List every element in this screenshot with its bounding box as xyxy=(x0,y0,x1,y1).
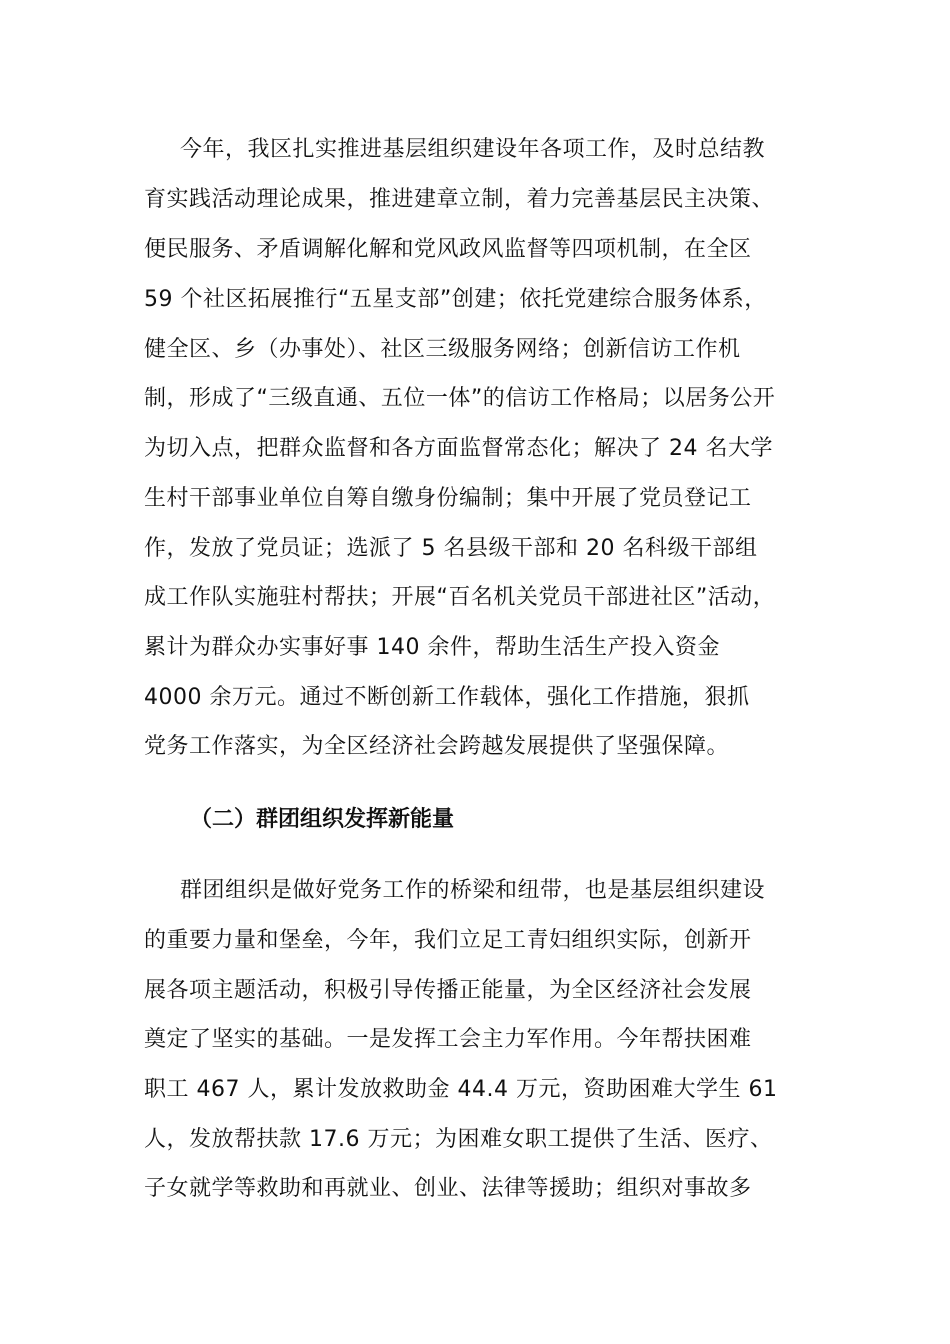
paragraph-line: 人，发放帮扶款 17.6 万元；为困难女职工提供了生活、医疗、 xyxy=(144,1127,773,1152)
paragraph-line: 育实践活动理论成果，推进建章立制，着力完善基层民主决策、 xyxy=(144,187,775,212)
paragraph-line: 展各项主题活动，积极引导传播正能量，为全区经济社会发展 xyxy=(144,978,752,1003)
paragraph-line: 今年，我区扎实推进基层组织建设年各项工作，及时总结教 xyxy=(180,137,766,162)
section-heading: （二）群团组织发挥新能量 xyxy=(190,807,455,832)
paragraph-line: 职工 467 人，累计发放救助金 44.4 万元，资助困难大学生 61 xyxy=(144,1077,778,1102)
paragraph-line: 健全区、乡（办事处）、社区三级服务网络；创新信访工作机 xyxy=(144,337,741,362)
paragraph-line: 群团组织是做好党务工作的桥梁和纽带，也是基层组织建设 xyxy=(180,878,766,903)
paragraph-line: 作，发放了党员证；选派了 5 名县级干部和 20 名科级干部组 xyxy=(144,536,758,561)
paragraph-line: 便民服务、矛盾调解化解和党风政风监督等四项机制，在全区 xyxy=(144,237,752,262)
paragraph-line: 的重要力量和堡垒，今年，我们立足工青妇组织实际，创新开 xyxy=(144,928,752,953)
paragraph-line: 党务工作落实，为全区经济社会跨越发展提供了坚强保障。 xyxy=(144,734,730,759)
paragraph-line: 子女就学等救助和再就业、创业、法律等援助；组织对事故多 xyxy=(144,1176,752,1201)
paragraph-line: 为切入点，把群众监督和各方面监督常态化；解决了 24 名大学 xyxy=(144,436,773,461)
paragraph-line: 成工作队实施驻村帮扶；开展“百名机关党员干部进社区”活动， xyxy=(144,585,776,610)
paragraph-line: 59 个社区拓展推行“五星支部”创建；依托党建综合服务体系， xyxy=(144,287,767,312)
paragraph-line: 4000 余万元。通过不断创新工作载体，强化工作措施，狠抓 xyxy=(144,685,750,710)
paragraph-line: 制，形成了“三级直通、五位一体”的信访工作格局；以居务公开 xyxy=(144,386,776,411)
paragraph-line: 累计为群众办实事好事 140 余件，帮助生活生产投入资金 xyxy=(144,635,720,660)
paragraph-line: 生村干部事业单位自筹自缴身份编制；集中开展了党员登记工 xyxy=(144,486,752,511)
paragraph-line: 奠定了坚实的基础。一是发挥工会主力军作用。今年帮扶困难 xyxy=(144,1027,752,1052)
